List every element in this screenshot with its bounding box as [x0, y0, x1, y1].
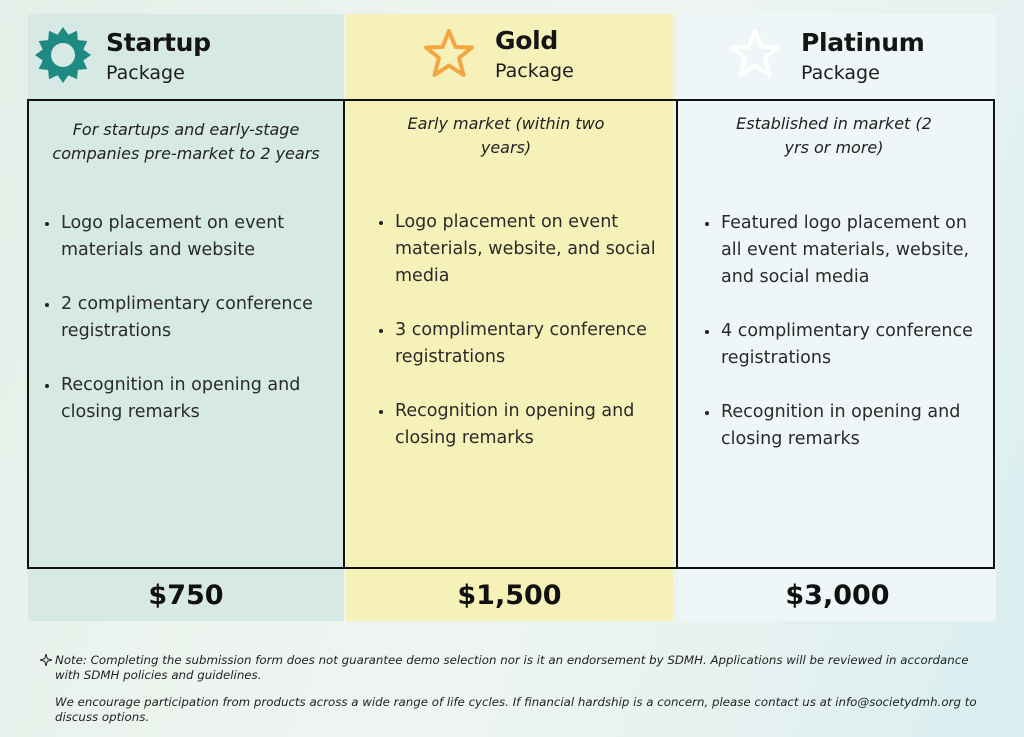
star-icon — [420, 26, 478, 84]
platinum-title: Platinum — [801, 28, 925, 57]
benefit-item: Recognition in opening and closing remarks — [379, 398, 669, 452]
startup-benefits — [45, 210, 335, 453]
platinum-header — [726, 22, 986, 94]
benefit-item: 3 complimentary conference registrations — [379, 317, 669, 371]
sparkle-icon — [40, 654, 52, 666]
gold-column — [406, 112, 606, 160]
gold-title: Gold — [495, 26, 558, 55]
startup-header — [34, 22, 334, 94]
gold-benefits — [379, 209, 669, 479]
benefit-item: Logo placement on event materials and website — [45, 210, 335, 264]
platinum-benefits — [705, 210, 990, 480]
startup-tagline: For startups and early-stage companies pre-market to 2 years — [52, 120, 320, 163]
disclaimer-note: Note: Completing the submission form does not guarantee demo selection nor is it an endorsement by SDMH. Applications will be reviewed in accordance with SDMH policies and guidelines. — [55, 653, 969, 682]
column-divider — [676, 99, 678, 569]
platinum-price: $3,000 — [785, 580, 890, 611]
platinum-tagline: Established in market (2 yrs or more) — [736, 114, 932, 157]
startup-title: Startup — [106, 28, 211, 57]
column-divider — [343, 99, 345, 569]
gold-subtitle: Package — [495, 60, 574, 82]
starburst-icon — [34, 26, 92, 84]
footnotes — [40, 653, 980, 737]
star-icon — [726, 26, 784, 84]
gold-tagline: Early market (within two years) — [407, 114, 605, 157]
platinum-column — [736, 112, 932, 160]
startup-subtitle: Package — [106, 62, 185, 84]
startup-column — [30, 112, 342, 166]
encouragement-note: We encourage participation from products across a wide range of life cycles. If financial hardship is a concern, please contact us at info@societydmh.org to discuss options. — [55, 695, 977, 724]
benefit-item: Featured logo placement on all event materials, website, and social media — [705, 210, 990, 291]
platinum-subtitle: Package — [801, 62, 880, 84]
benefit-item: 4 complimentary conference registrations — [705, 318, 990, 372]
benefit-item: 2 complimentary conference registrations — [45, 291, 335, 345]
benefit-item: Logo placement on event materials, website, and social media — [379, 209, 669, 290]
startup-price: $750 — [148, 580, 224, 611]
benefit-item: Recognition in opening and closing remarks — [45, 372, 335, 426]
gold-price: $1,500 — [457, 580, 562, 611]
gold-header — [420, 22, 660, 94]
benefit-item: Recognition in opening and closing remarks — [705, 399, 990, 453]
